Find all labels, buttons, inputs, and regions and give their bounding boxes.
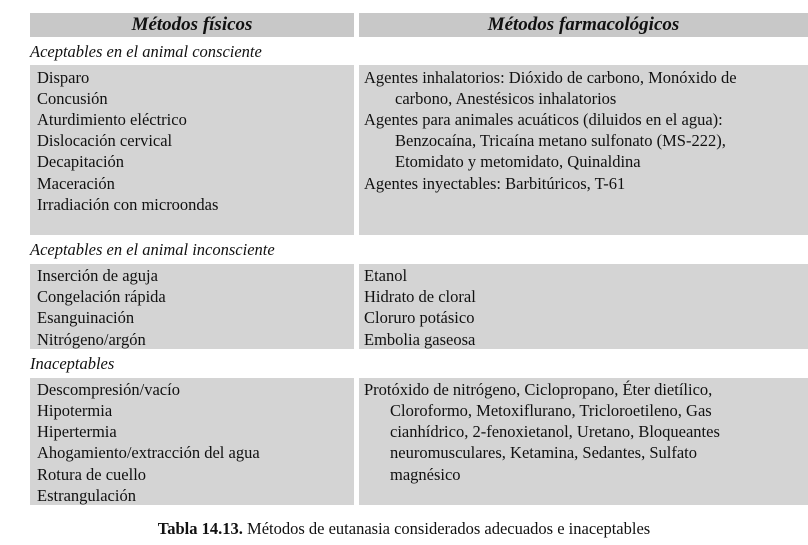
physical-item: Descompresión/vacío (37, 380, 180, 399)
pharma-line: Embolia gaseosa (364, 330, 476, 349)
physical-item: Concusión (37, 89, 108, 108)
table-caption (0, 518, 808, 540)
physical-item: Aturdimiento eléctrico (37, 110, 187, 129)
header-pharmacological: Métodos farmacológicos (359, 13, 808, 37)
section-title-unconscious: Aceptables en el animal inconsciente (30, 240, 275, 259)
physical-item: Hipotermia (37, 401, 113, 420)
pharma-line: Protóxido de nitrógeno, Ciclopropano, Éter dietílico, (364, 380, 713, 399)
pharma-line: Cloruro potásico (364, 308, 475, 327)
physical-item: Irradiación con microondas (37, 195, 219, 214)
pharma-line: carbono, Anestésicos inhalatorios (395, 89, 617, 108)
pharma-line: Cloroformo, Metoxiflurano, Tricloroetileno, Gas (390, 401, 712, 420)
caption-label: Tabla 14.13. (157, 519, 243, 538)
physical-item: Esanguinación (37, 308, 135, 327)
physical-item: Congelación rápida (37, 287, 166, 306)
pharma-line: neuromusculares, Ketamina, Sedantes, Sulfato (390, 443, 697, 462)
physical-item: Rotura de cuello (37, 465, 147, 484)
caption-text: Métodos de eutanasia considerados adecuados e inaceptables (242, 519, 651, 538)
pharma-line: Etanol (364, 266, 408, 285)
physical-item: Nitrógeno/argón (37, 330, 146, 349)
pharma-line: magnésico (390, 465, 461, 484)
pharma-line: cianhídrico, 2-fenoxietanol, Uretano, Bloqueantes (390, 422, 720, 441)
pharma-line: Hidrato de cloral (364, 287, 476, 306)
physical-item: Dislocación cervical (37, 131, 173, 150)
physical-item: Maceración (37, 174, 115, 193)
pharma-line: Benzocaína, Tricaína metano sulfonato (MS-222), (395, 131, 726, 150)
pharma-line: Agentes inyectables: Barbitúricos, T-61 (364, 174, 626, 193)
pharma-line: Etomidato y metomidato, Quinaldina (395, 152, 641, 171)
section-title-conscious: Aceptables en el animal consciente (30, 42, 262, 61)
pharma-line: Agentes inhalatorios: Dióxido de carbono, Monóxido de (364, 68, 737, 87)
section-title-unacceptable: Inaceptables (30, 354, 115, 373)
physical-item: Estrangulación (37, 486, 136, 505)
physical-item: Decapitación (37, 152, 125, 171)
physical-item: Ahogamiento/extracción del agua (37, 443, 260, 462)
physical-item: Disparo (37, 68, 90, 87)
header-physical: Métodos físicos (30, 13, 354, 37)
physical-item: Inserción de aguja (37, 266, 158, 285)
physical-item: Hipertermia (37, 422, 117, 441)
pharma-line: Agentes para animales acuáticos (diluidos en el agua): (364, 110, 723, 129)
